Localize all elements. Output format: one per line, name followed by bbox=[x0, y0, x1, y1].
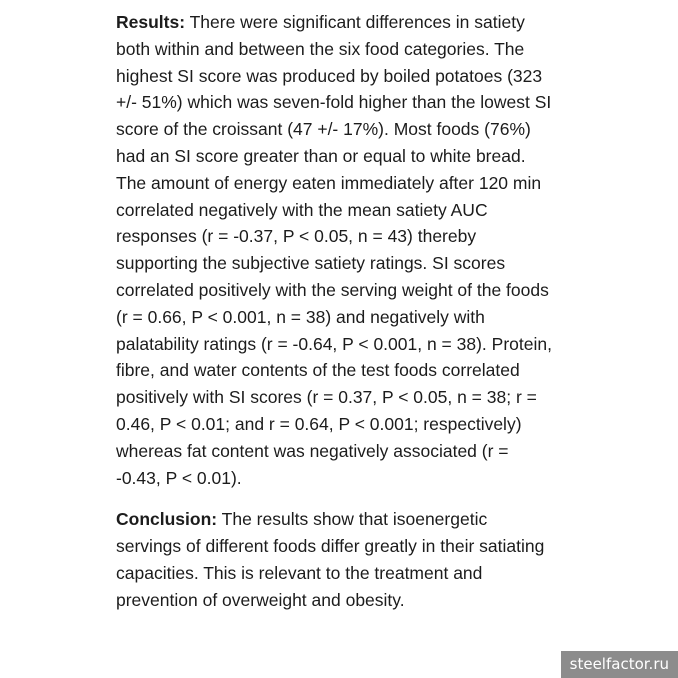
conclusion-paragraph bbox=[116, 506, 556, 613]
results-label: Results: bbox=[116, 12, 186, 32]
results-paragraph bbox=[116, 9, 556, 491]
watermark: steelfactor.ru bbox=[561, 651, 678, 678]
conclusion-label: Conclusion: bbox=[116, 509, 218, 530]
conclusion-text: The results show that isoenergetic servings of different foods differ greatly in their satiating capacities. This is relevant to the treatment and prevention of overweight and obesity. bbox=[116, 509, 545, 610]
article-body bbox=[116, 9, 556, 614]
results-text: There were significant differences in satiety both within and between the six food categories. The highest SI score was produced by boiled potatoes (323 +/- 51%) which was seven-fold higher than the lowest SI score of the croissant (47 +/- 17%). Most foods (76%) had an SI score greater than or equal to white bread. The amount of energy eaten immediately after 120 min correlated negatively with the mean satiety AUC responses (r = -0.37, P < 0.05, n = 43) thereby supporting the subjective satiety ratings. SI scores correlated positively with the serving weight of the foods (r = 0.66, P < 0.001, n = 38) and negatively with palatability ratings (r = -0.64, P < 0.001, n = 38). Protein, fibre, and water contents of the test foods correlated positively with SI scores (r = 0.37, P < 0.05, n = 38; r = 0.46, P < 0.01; and r = 0.64, P < 0.001; respectively) whereas fat content was negatively associated (r = -0.43, P < 0.01). bbox=[116, 12, 552, 488]
